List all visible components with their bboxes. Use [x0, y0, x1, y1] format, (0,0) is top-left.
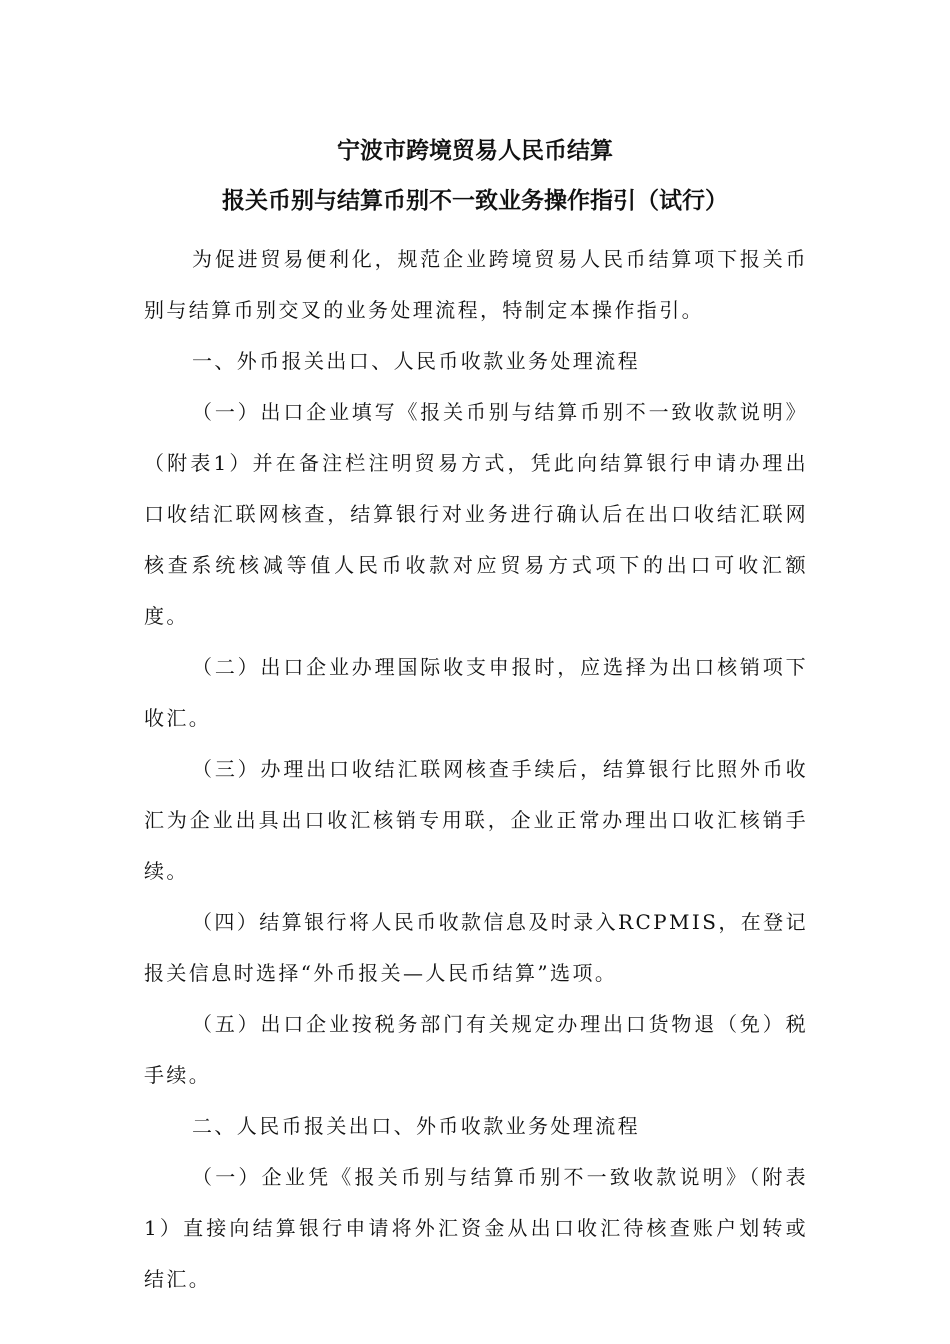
paragraph-2-1: （一）企业凭《报关币别与结算币别不一致收款说明》（附表1）直接向结算银行申请将外汇资金从出口收汇待核查账户划转或结汇。	[144, 1165, 808, 1291]
paragraph-1-3: （三）办理出口收结汇联网核查手续后，结算银行比照外币收汇为企业出具出口收汇核销专用联，企业正常办理出口收汇核销手续。	[144, 757, 808, 883]
document-title-line2: 报关币别与结算币别不一致业务操作指引（试行）	[222, 188, 728, 214]
section-heading-2: 二、人民币报关出口、外币收款业务处理流程	[192, 1114, 640, 1138]
paragraph-1-5: （五）出口企业按税务部门有关规定办理出口货物退（免）税手续。	[144, 1012, 808, 1087]
document-title-line1: 宁波市跨境贸易人民币结算	[337, 138, 613, 164]
paragraph-intro: 为促进贸易便利化，规范企业跨境贸易人民币结算项下报关币别与结算币别交叉的业务处理流程，特制定本操作指引。	[144, 247, 808, 322]
paragraph-1-1: （一）出口企业填写《报关币别与结算币别不一致收款说明》（附表1）并在备注栏注明贸易方式，凭此向结算银行申请办理出口收结汇联网核查，结算银行对业务进行确认后在出口收结汇联网核查系统核减等值人民币收款对应贸易方式项下的出口可收汇额度。	[144, 400, 808, 628]
paragraph-1-4: （四）结算银行将人民币收款信息及时录入RCPMIS，在登记报关信息时选择“外币报关—人民币结算”选项。	[144, 910, 808, 985]
section-heading-1: 一、外币报关出口、人民币收款业务处理流程	[192, 349, 640, 373]
document-body	[144, 234, 808, 1305]
paragraph-1-2: （二）出口企业办理国际收支申报时，应选择为出口核销项下收汇。	[144, 655, 808, 730]
